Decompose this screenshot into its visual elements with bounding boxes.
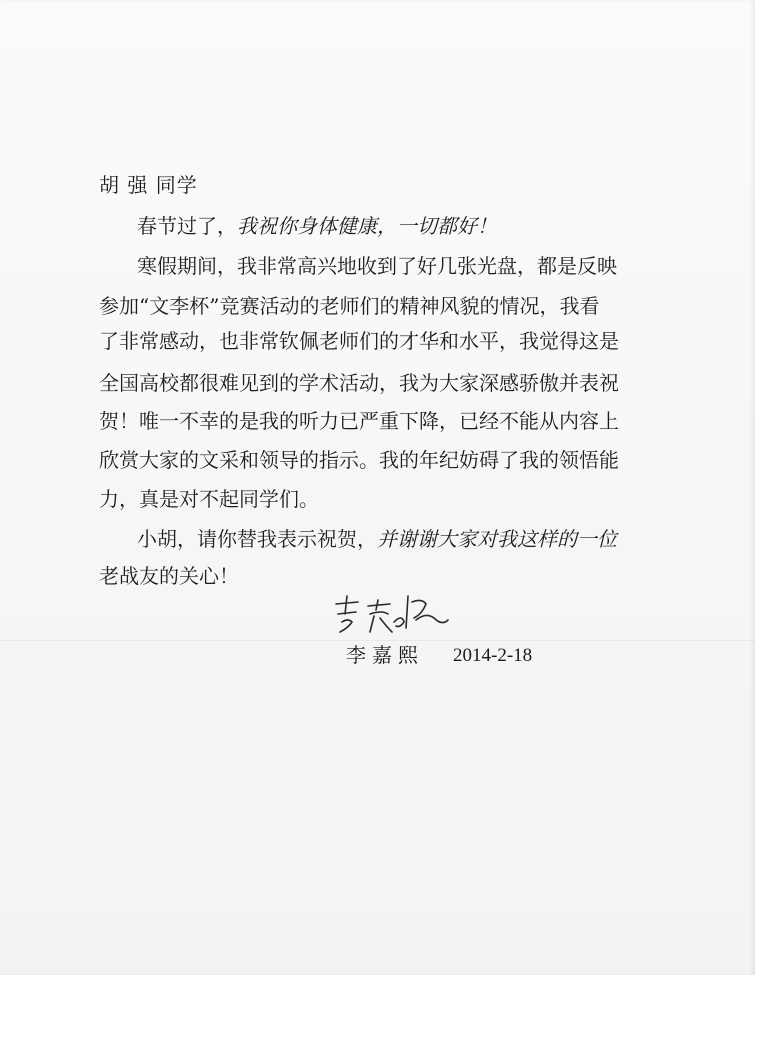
- paragraph-line-3: 参加“文李杯”竞赛活动的老师们的精神风貌的情况，我看: [99, 294, 600, 318]
- paragraph-line-8: 力，真是对不起同学们。: [99, 487, 319, 511]
- paragraph-line-1-part-2: 我祝你身体健康，一切都好！: [237, 214, 497, 238]
- closing-date: 2014-2-18: [453, 645, 533, 666]
- paragraph-line-1-part-1: 春节过了，: [137, 214, 237, 238]
- handwritten-signature: [330, 592, 454, 638]
- paragraph-line-6: 贺！唯一不幸的是我的听力已严重下降，已经不能从内容上: [99, 409, 619, 433]
- paragraph-line-9: [137, 526, 617, 552]
- closing-name: 李嘉熙: [346, 643, 424, 667]
- paragraph-line-4: 了非常感动，也非常钦佩老师们的才华和水平，我觉得这是: [99, 329, 619, 353]
- paragraph-line-7: 欣赏大家的文采和领导的指示。我的年纪妨碍了我的领悟能: [99, 448, 619, 472]
- paragraph-line-9-part-2: 并谢谢大家对我这样的一位: [377, 527, 617, 551]
- paragraph-line-5: 全国高校都很难见到的学术活动，我为大家深感骄傲并表祝: [99, 371, 619, 395]
- salutation: 胡 强 同学: [99, 173, 198, 197]
- paragraph-line-1: [137, 213, 497, 239]
- paragraph-line-9-part-1: 小胡，请你替我表示祝贺，: [137, 527, 377, 551]
- paragraph-line-10: 老战友的关心！: [99, 564, 239, 588]
- paragraph-line-2: 寒假期间，我非常高兴地收到了好几张光盘，都是反映: [137, 254, 617, 278]
